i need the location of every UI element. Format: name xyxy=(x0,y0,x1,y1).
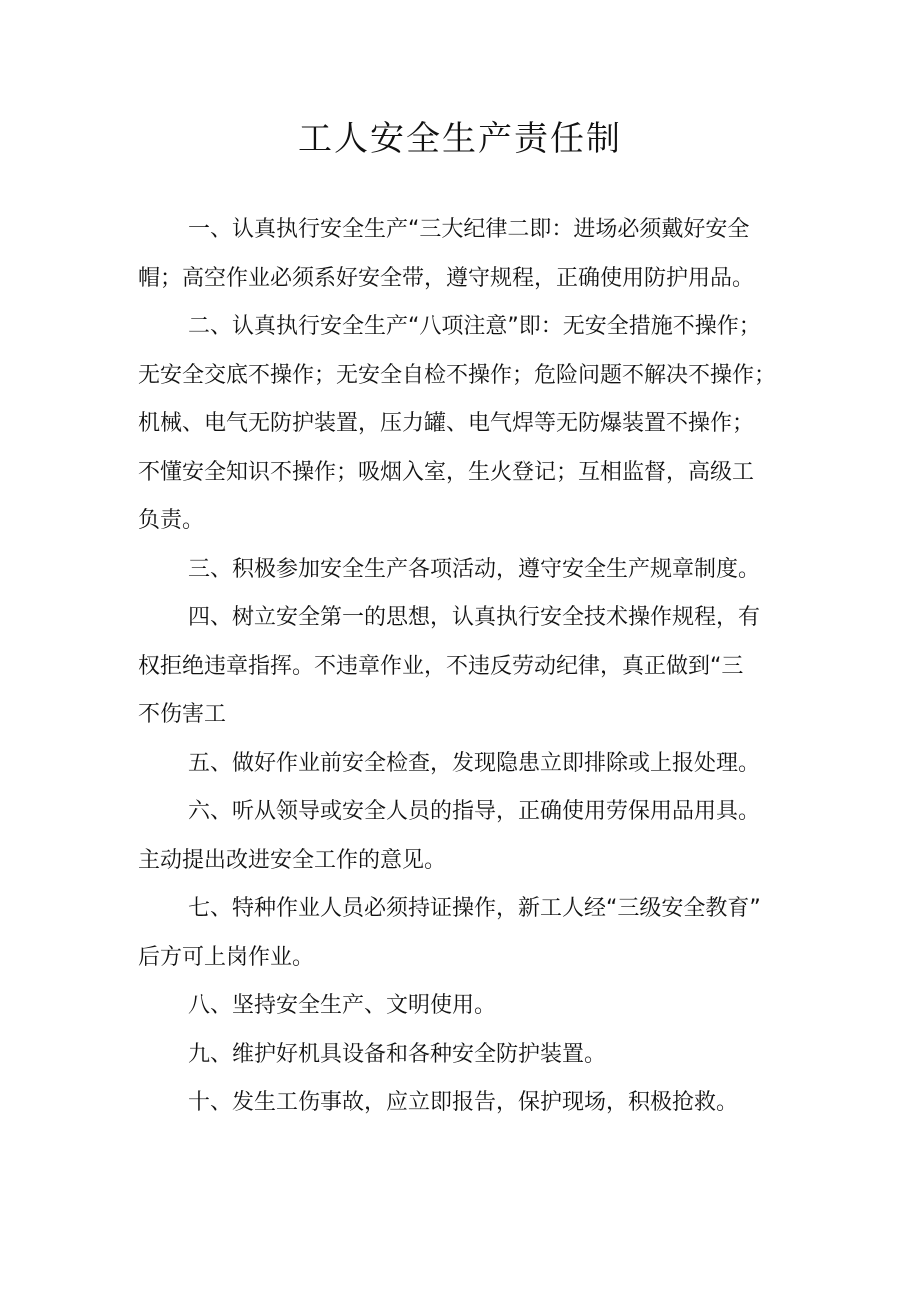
clause-line: 帽；高空作业必须系好安全带，遵守规程，正确使用防护用品。 xyxy=(138,265,755,291)
clause-line: 权拒绝违章指挥。不违章作业，不违反劳动纪律，真正做到“三 xyxy=(138,653,744,679)
clause-line: 负责。 xyxy=(138,508,205,533)
clause-line: 不伤害工 xyxy=(138,702,227,727)
clause-line: 四、树立安全第一的思想，认真执行安全技术操作规程，有 xyxy=(188,605,761,630)
clause-5 xyxy=(138,740,818,789)
document-title: 工人安全生产责任制 xyxy=(298,119,622,159)
clause-6 xyxy=(138,788,818,885)
clause-4 xyxy=(138,594,818,740)
clause-line: 八、坚持安全生产、文明使用。 xyxy=(188,993,497,1018)
clause-8 xyxy=(138,982,818,1031)
document-body xyxy=(138,206,818,1128)
clause-line: 九、维护好机具设备和各种安全防护装置。 xyxy=(188,1041,607,1067)
clause-line: 无安全交底不操作；无安全自检不操作；危险问题不解决不操作； xyxy=(138,362,777,388)
clause-line: 主动提出改进安全工作的意见。 xyxy=(138,847,447,873)
clause-line: 后方可上岗作业。 xyxy=(138,944,315,970)
clause-1 xyxy=(138,206,818,303)
clause-line: 五、做好作业前安全检查，发现隐患立即排除或上报处理。 xyxy=(188,750,761,776)
clause-line: 六、听从领导或安全人员的指导，正确使用劳保用品用具。 xyxy=(188,799,761,824)
clause-line: 十、发生工伤事故，应立即报告，保护现场，积极抢救。 xyxy=(188,1090,739,1115)
clause-10 xyxy=(138,1079,818,1128)
clause-9 xyxy=(138,1031,818,1080)
clause-line: 三、积极参加安全生产各项活动，遵守安全生产规章制度。 xyxy=(188,556,761,582)
clause-line: 不懂安全知识不操作；吸烟入室，生火登记；互相监督，高级工 xyxy=(138,459,755,485)
clause-line: 机械、电气无防护装置，压力罐、电气焊等无防爆装置不操作； xyxy=(138,411,755,436)
clause-3 xyxy=(138,546,818,595)
clause-2 xyxy=(138,303,818,546)
clause-line: 一、认真执行安全生产“三大纪律二即：进场必须戴好安全 xyxy=(188,217,750,242)
clause-line: 七、特种作业人员必须持证操作，新工人经“三级安全教育” xyxy=(188,896,761,921)
clause-7 xyxy=(138,885,818,982)
clause-line: 二、认真执行安全生产“八项注意”即：无安全措施不操作； xyxy=(188,314,761,339)
